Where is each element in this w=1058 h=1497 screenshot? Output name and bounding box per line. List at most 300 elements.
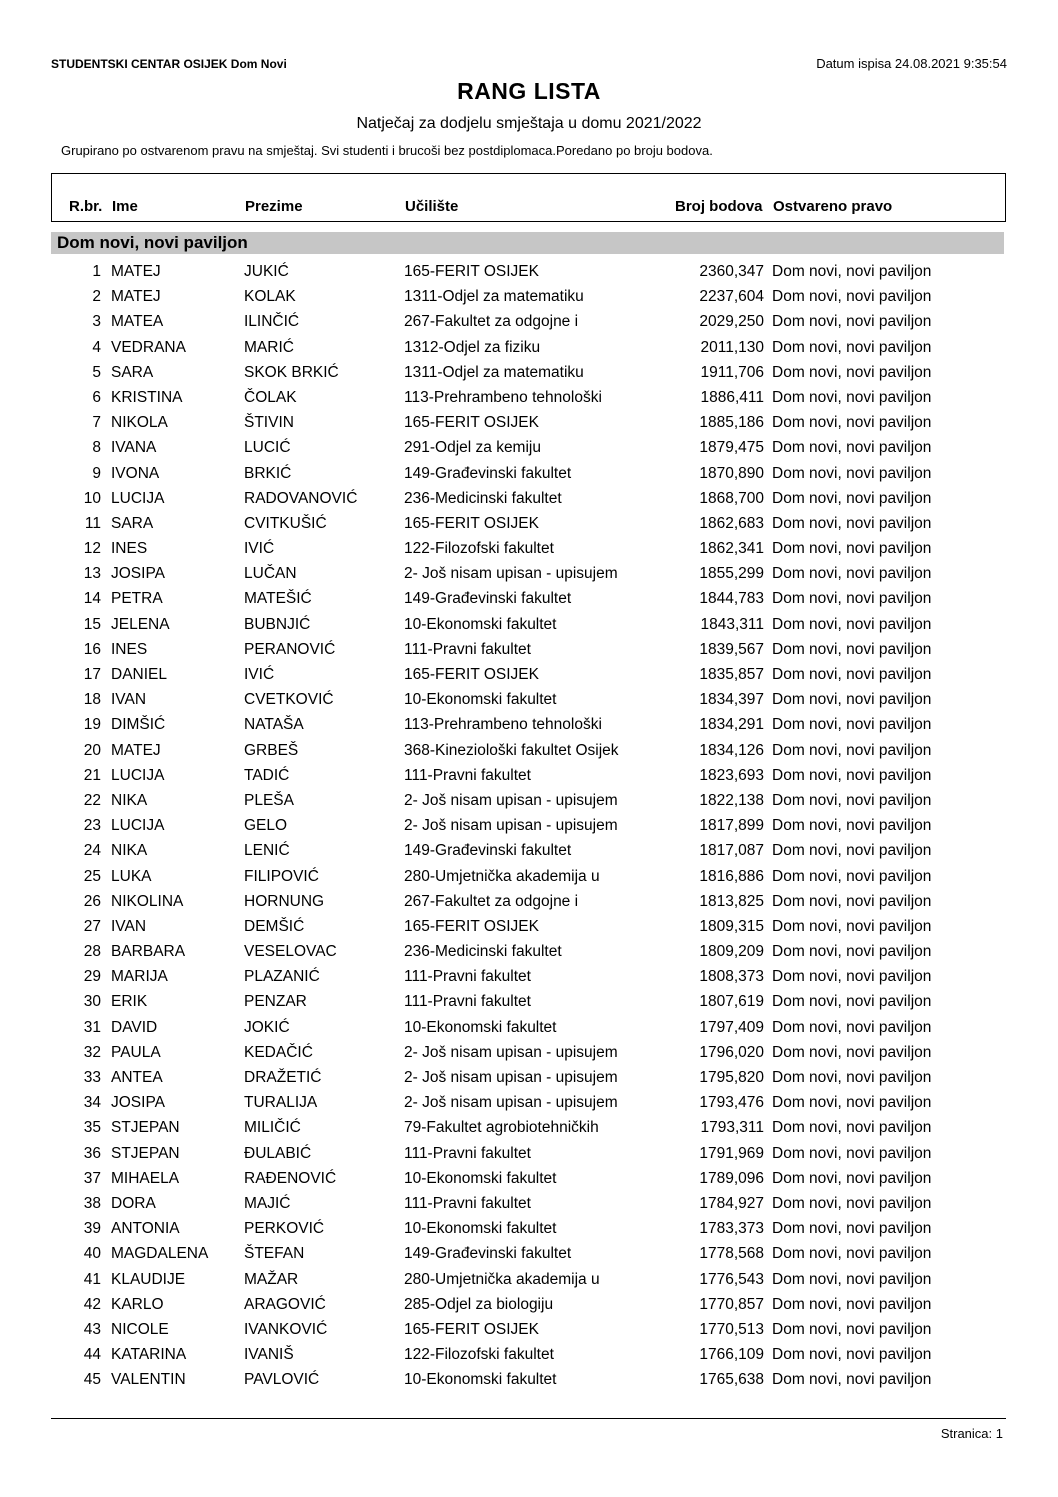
institution-cell: 2- Još nisam upisan - upisujem — [404, 1069, 618, 1086]
table-row — [51, 1243, 1006, 1268]
rank-cell: 7 — [92, 414, 101, 432]
table-row — [51, 866, 1006, 891]
accommodation-cell: Dom novi, novi paviljon — [772, 1094, 932, 1112]
institution-cell: 165-FERIT OSIJEK — [404, 514, 539, 532]
table-row — [51, 1269, 1006, 1294]
points-cell: 1886,411 — [700, 388, 764, 406]
last-name-cell: LUČAN — [244, 565, 297, 583]
points-cell: 1795,820 — [699, 1069, 764, 1086]
rank-cell: 8 — [92, 439, 101, 457]
last-name-cell: JUKIĆ — [244, 263, 289, 280]
rank-cell: 40 — [83, 1245, 101, 1263]
table-row — [51, 689, 1006, 714]
rank-cell: 21 — [83, 766, 101, 784]
institution-cell: 111-Pravni fakultet — [404, 993, 531, 1011]
table-row — [51, 286, 1006, 311]
accommodation-cell: Dom novi, novi paviljon — [772, 691, 932, 709]
first-name-cell: STJEPAN — [111, 1144, 180, 1162]
first-name-cell: MATEJ — [111, 741, 161, 759]
accommodation-cell: Dom novi, novi paviljon — [772, 1069, 932, 1086]
institution-cell: 10-Ekonomski fakultet — [404, 691, 557, 709]
last-name-cell: MARIĆ — [244, 338, 294, 356]
institution-cell: 267-Fakultet za odgojne i — [404, 313, 579, 331]
institution-cell: 10-Ekonomski fakultet — [404, 615, 557, 633]
column-header-pravo: Ostvareno pravo — [773, 198, 893, 215]
table-row — [51, 261, 1006, 286]
rank-cell: 30 — [83, 993, 101, 1011]
institution-cell: 2- Još nisam upisan - upisujem — [404, 565, 618, 583]
first-name-cell: MATEA — [111, 313, 164, 331]
last-name-cell: MILIČIĆ — [244, 1119, 301, 1137]
first-name-cell: IVAN — [111, 917, 147, 935]
accommodation-cell: Dom novi, novi paviljon — [772, 1043, 932, 1061]
institution-cell: 122-Filozofski fakultet — [404, 1346, 554, 1364]
accommodation-cell: Dom novi, novi paviljon — [772, 766, 932, 784]
rank-cell: 22 — [83, 791, 101, 809]
ranking-table-body — [51, 261, 1006, 1394]
column-header-prezime: Prezime — [245, 198, 303, 215]
last-name-cell: CVETKOVIĆ — [244, 691, 334, 709]
rank-cell: 14 — [83, 590, 101, 608]
points-cell: 1855,299 — [699, 565, 764, 583]
page-title: RANG LISTA — [457, 78, 601, 104]
institution-cell: 10-Ekonomski fakultet — [404, 1220, 557, 1238]
points-cell: 1770,857 — [699, 1295, 764, 1313]
page-number: Stranica: 1 — [940, 1426, 1003, 1441]
institution-cell: 111-Pravni fakultet — [404, 766, 531, 784]
accommodation-cell: Dom novi, novi paviljon — [772, 1119, 932, 1137]
accommodation-cell: Dom novi, novi paviljon — [772, 565, 932, 583]
last-name-cell: PERANOVIĆ — [244, 640, 336, 658]
rank-cell: 9 — [92, 464, 101, 482]
rank-cell: 36 — [83, 1144, 101, 1162]
table-row — [51, 311, 1006, 336]
points-cell: 1868,700 — [699, 489, 764, 507]
institution-cell: 1311-Odjel za matematiku — [404, 363, 584, 381]
last-name-cell: PLAZANIĆ — [244, 968, 320, 986]
rank-cell: 27 — [83, 917, 101, 935]
first-name-cell: VALENTIN — [111, 1371, 186, 1389]
institution-cell: 149-Građevinski fakultet — [404, 1245, 572, 1263]
institution-cell: 1312-Odjel za fiziku — [404, 338, 541, 356]
rank-cell: 26 — [83, 892, 101, 910]
institution-cell: 291-Odjel za kemiju — [404, 439, 541, 457]
last-name-cell: ILINČIĆ — [244, 313, 300, 331]
institution-cell: 10-Ekonomski fakultet — [404, 1169, 557, 1187]
first-name-cell: LUCIJA — [111, 766, 165, 784]
last-name-cell: PAVLOVIĆ — [244, 1371, 320, 1389]
accommodation-cell: Dom novi, novi paviljon — [772, 338, 932, 356]
table-row — [51, 790, 1006, 815]
first-name-cell: ERIK — [111, 993, 148, 1011]
institution-cell: 113-Prehrambeno tehnološki — [404, 716, 602, 734]
last-name-cell: RAĐENOVIĆ — [244, 1169, 337, 1187]
rank-cell: 2 — [92, 288, 101, 306]
table-row — [51, 1193, 1006, 1218]
accommodation-cell: Dom novi, novi paviljon — [772, 1169, 932, 1187]
last-name-cell: ČOLAK — [244, 388, 297, 406]
rank-cell: 28 — [83, 943, 101, 961]
table-row — [51, 966, 1006, 991]
points-cell: 1765,638 — [699, 1371, 764, 1389]
points-cell: 1809,209 — [699, 943, 764, 961]
table-row — [51, 916, 1006, 941]
first-name-cell: DAVID — [111, 1018, 158, 1036]
institution-cell: 149-Građevinski fakultet — [404, 464, 572, 482]
table-row — [51, 840, 1006, 865]
rank-cell: 1 — [92, 263, 101, 280]
accommodation-cell: Dom novi, novi paviljon — [772, 1295, 932, 1313]
last-name-cell: TURALIJA — [244, 1094, 318, 1112]
points-cell: 1797,409 — [699, 1018, 764, 1036]
points-cell: 1834,126 — [699, 741, 764, 759]
table-row — [51, 991, 1006, 1016]
rank-cell: 34 — [83, 1094, 101, 1112]
institution-cell: 10-Ekonomski fakultet — [404, 1018, 557, 1036]
accommodation-cell: Dom novi, novi paviljon — [772, 414, 932, 432]
points-cell: 1809,315 — [699, 917, 764, 935]
first-name-cell: KLAUDIJE — [111, 1270, 186, 1288]
accommodation-cell: Dom novi, novi paviljon — [772, 741, 932, 759]
last-name-cell: CVITKUŠIĆ — [244, 514, 327, 532]
points-cell: 1879,475 — [699, 439, 764, 457]
points-cell: 1793,311 — [700, 1119, 764, 1137]
rank-cell: 4 — [92, 338, 101, 356]
first-name-cell: IVONA — [111, 464, 160, 482]
table-row — [51, 1218, 1006, 1243]
points-cell: 1813,825 — [699, 892, 764, 910]
first-name-cell: MAGDALENA — [111, 1245, 209, 1263]
rank-cell: 23 — [83, 817, 101, 835]
first-name-cell: INES — [111, 540, 148, 558]
first-name-cell: LUCIJA — [111, 489, 165, 507]
first-name-cell: KRISTINA — [111, 388, 183, 406]
column-header-bodovi: Broj bodova — [675, 198, 763, 215]
last-name-cell: HORNUNG — [244, 892, 325, 910]
rank-cell: 18 — [83, 691, 101, 709]
accommodation-cell: Dom novi, novi paviljon — [772, 917, 932, 935]
table-row — [51, 563, 1006, 588]
accommodation-cell: Dom novi, novi paviljon — [772, 514, 932, 532]
institution-cell: 10-Ekonomski fakultet — [404, 1371, 557, 1389]
last-name-cell: ĐULABIĆ — [244, 1144, 312, 1162]
first-name-cell: LUCIJA — [111, 817, 165, 835]
table-row — [51, 639, 1006, 664]
first-name-cell: JOSIPA — [111, 1094, 165, 1112]
first-name-cell: JOSIPA — [111, 565, 165, 583]
institution-cell: 122-Filozofski fakultet — [404, 540, 554, 558]
last-name-cell: MAŽAR — [244, 1270, 299, 1288]
table-row — [51, 664, 1006, 689]
last-name-cell: PERKOVIĆ — [244, 1220, 325, 1238]
last-name-cell: BRKIĆ — [244, 464, 292, 482]
accommodation-cell: Dom novi, novi paviljon — [772, 1220, 932, 1238]
points-cell: 1817,899 — [699, 817, 764, 835]
rank-cell: 43 — [83, 1320, 101, 1338]
points-cell: 1834,291 — [699, 716, 764, 734]
last-name-cell: FILIPOVIĆ — [244, 867, 319, 885]
points-cell: 1834,397 — [699, 691, 764, 709]
institution-cell: 267-Fakultet za odgojne i — [404, 892, 579, 910]
table-row — [51, 1344, 1006, 1369]
column-header-rbr: R.br. — [69, 198, 103, 215]
table-row — [51, 1319, 1006, 1344]
institution-cell: 165-FERIT OSIJEK — [404, 263, 539, 280]
last-name-cell: ŠTEFAN — [244, 1245, 305, 1263]
points-cell: 2360,347 — [699, 263, 764, 280]
column-header-ime: Ime — [112, 198, 138, 215]
last-name-cell: KEDAČIĆ — [244, 1043, 313, 1061]
last-name-cell: ARAGOVIĆ — [244, 1295, 326, 1313]
accommodation-cell: Dom novi, novi paviljon — [772, 1018, 932, 1036]
points-cell: 1776,543 — [699, 1270, 764, 1288]
first-name-cell: IVAN — [111, 691, 147, 709]
accommodation-cell: Dom novi, novi paviljon — [772, 817, 932, 835]
institution-cell: 149-Građevinski fakultet — [404, 842, 572, 860]
rank-cell: 16 — [83, 640, 101, 658]
institution-cell: 79-Fakultet agrobiotehničkih — [404, 1119, 599, 1137]
points-cell: 1784,927 — [699, 1194, 764, 1212]
accommodation-cell: Dom novi, novi paviljon — [772, 489, 932, 507]
institution-cell: 165-FERIT OSIJEK — [404, 917, 539, 935]
last-name-cell: VESELOVAC — [244, 943, 337, 961]
table-row — [51, 740, 1006, 765]
grouping-note: Grupirano po ostvarenom pravu na smještaj. Svi studenti i brucoši bez postdiplomaca.Poredano po broju bodova. — [61, 143, 713, 158]
accommodation-cell: Dom novi, novi paviljon — [772, 615, 932, 633]
rank-cell: 13 — [83, 565, 101, 583]
last-name-cell: KOLAK — [244, 288, 296, 306]
last-name-cell: GELO — [244, 817, 288, 835]
first-name-cell: IVANA — [111, 439, 157, 457]
table-row — [51, 614, 1006, 639]
institution-cell: 111-Pravni fakultet — [404, 640, 531, 658]
table-row — [51, 513, 1006, 538]
rank-cell: 45 — [83, 1371, 101, 1389]
accommodation-cell: Dom novi, novi paviljon — [772, 716, 932, 734]
rank-cell: 29 — [83, 968, 101, 986]
rank-cell: 42 — [83, 1295, 101, 1313]
table-row — [51, 891, 1006, 916]
last-name-cell: ŠTIVIN — [244, 414, 294, 432]
first-name-cell: BARBARA — [111, 943, 186, 961]
table-row — [51, 1092, 1006, 1117]
institution-cell: 2- Još nisam upisan - upisujem — [404, 817, 618, 835]
accommodation-cell: Dom novi, novi paviljon — [772, 666, 932, 683]
rank-cell: 38 — [83, 1194, 101, 1212]
points-cell: 1822,138 — [699, 791, 764, 809]
points-cell: 1789,096 — [699, 1169, 764, 1187]
institution-cell: 165-FERIT OSIJEK — [404, 1320, 539, 1338]
table-row — [51, 1168, 1006, 1193]
first-name-cell: MATEJ — [111, 288, 161, 306]
table-row — [51, 1294, 1006, 1319]
rank-cell: 20 — [83, 741, 101, 759]
table-row — [51, 387, 1006, 412]
institution-cell: 368-Kineziološki fakultet Osijek — [404, 741, 619, 759]
accommodation-cell: Dom novi, novi paviljon — [772, 968, 932, 986]
table-row — [51, 463, 1006, 488]
first-name-cell: SARA — [111, 363, 154, 381]
first-name-cell: DANIEL — [111, 666, 167, 683]
accommodation-cell: Dom novi, novi paviljon — [772, 263, 932, 280]
rank-cell: 31 — [83, 1018, 101, 1036]
points-cell: 1835,857 — [699, 666, 764, 683]
points-cell: 1844,783 — [699, 590, 764, 608]
last-name-cell: IVIĆ — [244, 540, 275, 558]
rank-cell: 35 — [83, 1119, 101, 1137]
accommodation-cell: Dom novi, novi paviljon — [772, 867, 932, 885]
rank-cell: 44 — [83, 1346, 101, 1364]
points-cell: 1796,020 — [699, 1043, 764, 1061]
institution-cell: 236-Medicinski fakultet — [404, 943, 562, 961]
table-row — [51, 1067, 1006, 1092]
rank-cell: 24 — [83, 842, 101, 860]
last-name-cell: GRBEŠ — [244, 741, 299, 759]
institution-cell: 111-Pravni fakultet — [404, 1194, 531, 1212]
institution-cell: 111-Pravni fakultet — [404, 968, 531, 986]
rank-cell: 17 — [83, 666, 101, 683]
table-row — [51, 815, 1006, 840]
points-cell: 1783,373 — [699, 1220, 764, 1238]
first-name-cell: LUKA — [111, 867, 152, 885]
points-cell: 2011,130 — [700, 338, 764, 356]
accommodation-cell: Dom novi, novi paviljon — [772, 943, 932, 961]
institution-cell: 2- Još nisam upisan - upisujem — [404, 1043, 618, 1061]
first-name-cell: KARLO — [111, 1295, 164, 1313]
first-name-cell: DORA — [111, 1194, 156, 1212]
points-cell: 1778,568 — [699, 1245, 764, 1263]
institution-cell: 165-FERIT OSIJEK — [404, 666, 539, 683]
institution-cell: 236-Medicinski fakultet — [404, 489, 562, 507]
first-name-cell: NICOLE — [111, 1320, 169, 1338]
table-row — [51, 488, 1006, 513]
accommodation-cell: Dom novi, novi paviljon — [772, 439, 932, 457]
points-cell: 1770,513 — [699, 1320, 764, 1338]
rank-cell: 33 — [83, 1069, 101, 1086]
institution-cell: 111-Pravni fakultet — [404, 1144, 531, 1162]
first-name-cell: PAULA — [111, 1043, 161, 1061]
accommodation-cell: Dom novi, novi paviljon — [772, 363, 932, 381]
rank-cell: 19 — [83, 716, 101, 734]
last-name-cell: DEMŠIĆ — [244, 917, 305, 935]
rank-cell: 3 — [92, 313, 101, 331]
last-name-cell: TADIĆ — [244, 766, 290, 784]
table-row — [51, 1369, 1006, 1394]
group-title: Dom novi, novi paviljon — [57, 233, 248, 252]
points-cell: 1911,706 — [700, 363, 764, 381]
accommodation-cell: Dom novi, novi paviljon — [772, 993, 932, 1011]
table-row — [51, 1117, 1006, 1142]
last-name-cell: PLEŠA — [244, 791, 294, 809]
accommodation-cell: Dom novi, novi paviljon — [772, 640, 932, 658]
first-name-cell: SARA — [111, 514, 154, 532]
table-row — [51, 588, 1006, 613]
rank-cell: 25 — [83, 867, 101, 885]
points-cell: 1862,683 — [699, 514, 764, 532]
accommodation-cell: Dom novi, novi paviljon — [772, 540, 932, 558]
footer-divider — [51, 1418, 1006, 1419]
accommodation-cell: Dom novi, novi paviljon — [772, 1371, 932, 1389]
table-row — [51, 765, 1006, 790]
points-cell: 2029,250 — [699, 313, 764, 331]
last-name-cell: PENZAR — [244, 993, 307, 1011]
first-name-cell: ANTEA — [111, 1069, 163, 1086]
points-cell: 1862,341 — [699, 540, 764, 558]
table-row — [51, 1042, 1006, 1067]
rank-cell: 39 — [83, 1220, 101, 1238]
points-cell: 2237,604 — [699, 288, 764, 306]
points-cell: 1766,109 — [699, 1346, 764, 1364]
points-cell: 1870,890 — [699, 464, 764, 482]
points-cell: 1808,373 — [699, 968, 764, 986]
accommodation-cell: Dom novi, novi paviljon — [772, 464, 932, 482]
first-name-cell: MATEJ — [111, 263, 161, 280]
accommodation-cell: Dom novi, novi paviljon — [772, 313, 932, 331]
accommodation-cell: Dom novi, novi paviljon — [772, 1320, 932, 1338]
points-cell: 1791,969 — [699, 1144, 764, 1162]
rank-cell: 10 — [83, 489, 101, 507]
group-header — [51, 232, 1004, 254]
accommodation-cell: Dom novi, novi paviljon — [772, 388, 932, 406]
accommodation-cell: Dom novi, novi paviljon — [772, 590, 932, 608]
page-subtitle: Natječaj za dodjelu smještaja u domu 2021/2022 — [356, 115, 702, 132]
rank-cell: 11 — [84, 514, 101, 532]
first-name-cell: MARIJA — [111, 968, 168, 986]
rank-cell: 6 — [92, 388, 101, 406]
points-cell: 1823,693 — [699, 766, 764, 784]
first-name-cell: DIMŠIĆ — [111, 716, 166, 734]
last-name-cell: LUCIĆ — [244, 439, 291, 457]
institution-cell: 280-Umjetnička akademija u — [404, 867, 600, 885]
accommodation-cell: Dom novi, novi paviljon — [772, 1245, 932, 1263]
rank-cell: 15 — [83, 615, 101, 633]
accommodation-cell: Dom novi, novi paviljon — [772, 1270, 932, 1288]
table-row — [51, 1017, 1006, 1042]
accommodation-cell: Dom novi, novi paviljon — [772, 1144, 932, 1162]
last-name-cell: IVANIŠ — [244, 1346, 294, 1364]
last-name-cell: IVIĆ — [244, 666, 275, 683]
rank-cell: 41 — [83, 1270, 101, 1288]
table-row — [51, 362, 1006, 387]
points-cell: 1885,186 — [699, 414, 764, 432]
table-row — [51, 337, 1006, 362]
points-cell: 1817,087 — [699, 842, 764, 860]
last-name-cell: MATEŠIĆ — [244, 590, 312, 608]
accommodation-cell: Dom novi, novi paviljon — [772, 892, 932, 910]
points-cell: 1793,476 — [699, 1094, 764, 1112]
institution-cell: 1311-Odjel za matematiku — [404, 288, 584, 306]
institution-cell: 280-Umjetnička akademija u — [404, 1270, 600, 1288]
institution-cell: 2- Još nisam upisan - upisujem — [404, 791, 618, 809]
points-cell: 1807,619 — [699, 993, 764, 1011]
accommodation-cell: Dom novi, novi paviljon — [772, 1194, 932, 1212]
institution-cell: 113-Prehrambeno tehnološki — [404, 388, 602, 406]
last-name-cell: LENIĆ — [244, 842, 290, 860]
institution-name: STUDENTSKI CENTAR OSIJEK Dom Novi — [51, 57, 287, 71]
last-name-cell: SKOK BRKIĆ — [244, 363, 339, 381]
institution-cell: 149-Građevinski fakultet — [404, 590, 572, 608]
accommodation-cell: Dom novi, novi paviljon — [772, 791, 932, 809]
accommodation-cell: Dom novi, novi paviljon — [772, 1346, 932, 1364]
institution-cell: 165-FERIT OSIJEK — [404, 414, 539, 432]
rank-cell: 12 — [83, 540, 101, 558]
first-name-cell: INES — [111, 640, 148, 658]
table-row — [51, 538, 1006, 563]
points-cell: 1816,886 — [699, 867, 764, 885]
table-header — [51, 173, 1006, 222]
table-row — [51, 714, 1006, 739]
first-name-cell: ANTONIA — [111, 1220, 180, 1238]
